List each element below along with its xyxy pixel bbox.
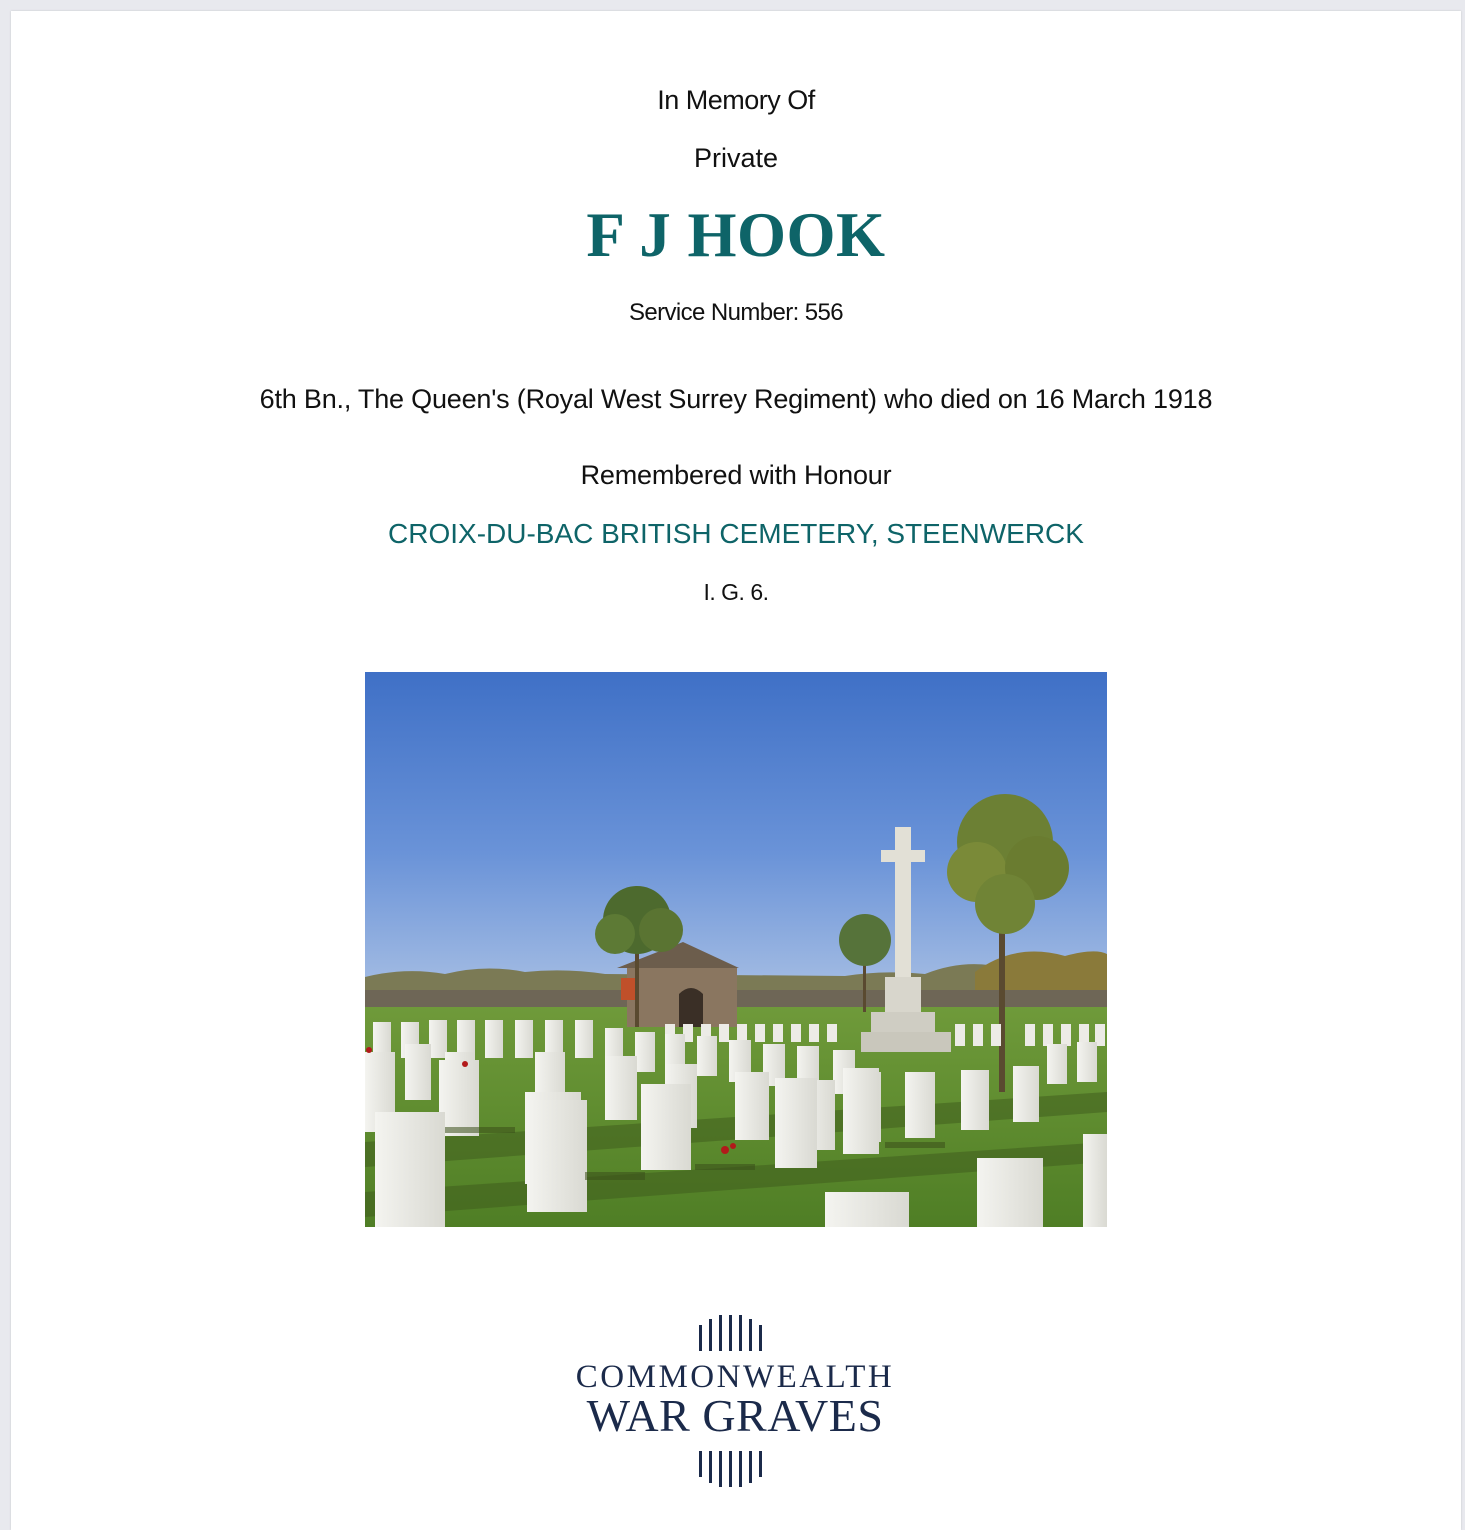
- logo-line-2: WAR GRAVES: [586, 1390, 884, 1441]
- cwgc-logo: [575, 1301, 895, 1501]
- cemetery-photo: [365, 672, 1107, 1227]
- service-number: Service Number: 556: [628, 299, 844, 326]
- certificate-page: [11, 11, 1461, 1530]
- remembered-text: Remembered with Honour: [580, 460, 892, 490]
- grave-reference: I. G. 6.: [703, 579, 769, 605]
- rank: Private: [693, 143, 779, 173]
- casualty-name: F J HOOK: [586, 200, 886, 270]
- cemetery-name: CROIX-DU-BAC BRITISH CEMETERY, STEENWERCK: [388, 518, 1084, 549]
- logo-line-1: COMMONWEALTH: [575, 1359, 895, 1395]
- heading: In Memory Of: [657, 85, 815, 115]
- unit-and-death-date: 6th Bn., The Queen's (Royal West Surrey Regiment) who died on 16 March 1918: [259, 384, 1213, 414]
